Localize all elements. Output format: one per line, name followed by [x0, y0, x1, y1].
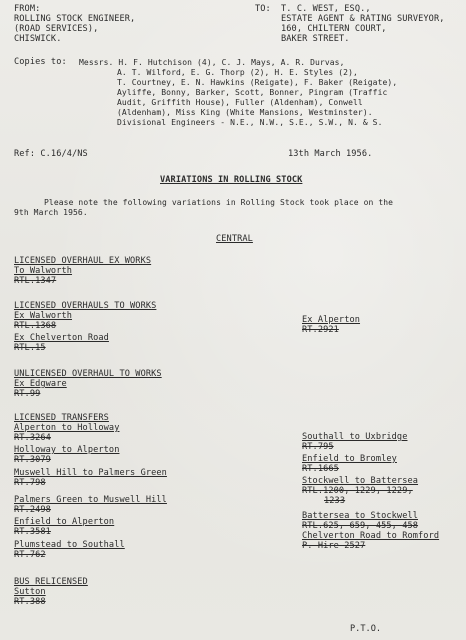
entry-depot: Sutton	[14, 587, 46, 597]
heading-licensed-overhaul-ex-works: LICENSED OVERHAUL EX WORKS	[14, 256, 152, 266]
copies-line-3: T. Courtney, E. N. Hawkins (Reigate), F. Baker (Reigate),	[117, 78, 398, 87]
copies-line-7: Divisional Engineers - N.E., N.W., S.E., S.W., N. & S.	[117, 118, 383, 127]
entry-vehicle: RT.2921	[302, 325, 339, 335]
to-line-3: 160, CHILTERN COURT,	[281, 24, 387, 34]
entry-vehicle: RTL.1347	[14, 276, 57, 286]
intro-line-1: Please note the following variations in Rolling Stock took place on the	[44, 198, 394, 207]
to-line-4: BAKER STREET.	[281, 34, 350, 44]
heading-unlicensed-overhaul-to-works: UNLICENSED OVERHAUL TO WORKS	[14, 369, 162, 379]
copies-line-4: Ayliffe, Bonny, Barker, Scott, Bonner, Pingram (Traffic	[117, 88, 388, 97]
transfer-vehicle: RT.795	[302, 442, 334, 452]
from-line-1: ROLLING STOCK ENGINEER,	[14, 14, 136, 24]
intro-line-2: 9th March 1956.	[14, 208, 88, 217]
to-line-1: T. C. WEST, ESQ.,	[281, 4, 371, 14]
entry-depot: Ex Alperton	[302, 315, 361, 325]
transfer-vehicle: RT.2498	[14, 505, 51, 515]
transfer-route: Holloway to Alperton	[14, 445, 120, 455]
copies-line-6: (Aldenham), Miss King (White Mansions, Westminster).	[117, 108, 373, 117]
transfer-route: Battersea to Stockwell	[302, 511, 419, 521]
memo-date: 13th March 1956.	[288, 149, 373, 159]
transfer-vehicle: 1233	[324, 496, 346, 506]
transfer-route: Enfield to Alperton	[14, 517, 115, 527]
entry-depot: Ex Chelverton Road	[14, 333, 109, 343]
entry-vehicle: RTL.15	[14, 343, 46, 353]
copies-line-5: Audit, Griffith House), Fuller (Aldenham), Conwell	[117, 98, 363, 107]
pto-marker: P.T.O.	[350, 624, 382, 634]
copies-label: Copies to:	[14, 57, 67, 67]
from-line-2: (ROAD SERVICES),	[14, 24, 99, 34]
from-label: FROM:	[14, 4, 41, 14]
transfer-route: Enfield to Bromley	[302, 454, 397, 464]
transfer-vehicle: RT.3264	[14, 433, 51, 443]
transfer-route: Palmers Green to Muswell Hill	[14, 495, 167, 505]
transfer-route: Chelverton Road to Romford	[302, 531, 440, 541]
heading-licensed-overhauls-to-works: LICENSED OVERHAULS TO WORKS	[14, 301, 157, 311]
to-line-2: ESTATE AGENT & RATING SURVEYOR,	[281, 14, 445, 24]
entry-depot: Ex Walworth	[14, 311, 73, 321]
transfer-route: Plumstead to Southall	[14, 540, 125, 550]
transfer-vehicle: RT.762	[14, 550, 46, 560]
reference: Ref: C.16/4/NS	[14, 149, 88, 159]
heading-licensed-transfers: LICENSED TRANSFERS	[14, 413, 109, 423]
entry-depot: To Walworth	[14, 266, 73, 276]
copies-line-2: A. T. Wilford, E. G. Thorp (2), H. E. Styles (2),	[117, 68, 358, 77]
transfer-vehicle: RTL.625, 659, 455, 458	[302, 521, 419, 531]
entry-vehicle: RT.388	[14, 597, 46, 607]
transfer-route: Stockwell to Battersea	[302, 476, 419, 486]
entry-depot: Ex Edgware	[14, 379, 67, 389]
entry-vehicle: RT.99	[14, 389, 41, 399]
transfer-vehicle: RT.3581	[14, 527, 51, 537]
from-line-3: CHISWICK.	[14, 34, 62, 44]
transfer-route: Southall to Uxbridge	[302, 432, 408, 442]
transfer-vehicle: RT.3079	[14, 455, 51, 465]
entry-vehicle: RTL.1368	[14, 321, 57, 331]
to-label: TO:	[255, 4, 271, 14]
transfer-vehicle: P. Hire 2527	[302, 541, 366, 551]
transfer-vehicle: RT.1665	[302, 464, 339, 474]
transfer-route: Alperton to Holloway	[14, 423, 120, 433]
section-heading: CENTRAL	[216, 234, 253, 244]
heading-bus-relicensed: BUS RELICENSED	[14, 577, 88, 587]
copies-line-1: Messrs. H. F. Hutchison (4), C. J. Mays, A. R. Durvas,	[79, 58, 345, 67]
transfer-route: Muswell Hill to Palmers Green	[14, 468, 167, 478]
transfer-vehicle: RTL.1200, 1229, 1229,	[302, 486, 413, 496]
document-title: VARIATIONS IN ROLLING STOCK	[160, 175, 303, 185]
transfer-vehicle: RT.798	[14, 478, 46, 488]
